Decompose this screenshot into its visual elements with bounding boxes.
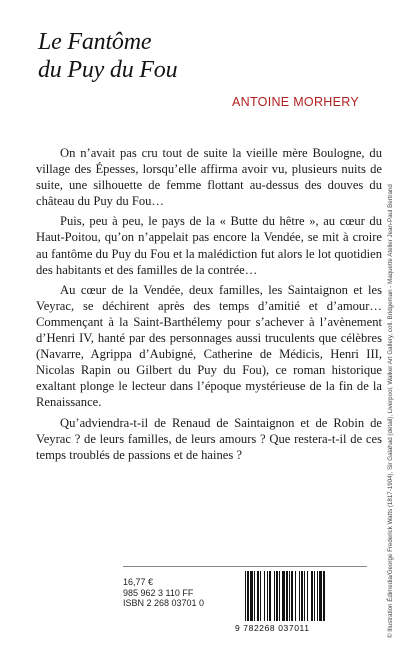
blurb-paragraph-3: Au cœur de la Vendée, deux familles, les Saintaignon et les Veyrac, se déchirent après des temps d’amitié et d’amour… Commençant à la Saint-Barthélemy pour s’achever à l’avènement d’Henri IV, hanté par des personnages aussi truculents que célèbres (Navarre, Agrippa d’Aubigné, Catherine de Médicis, Henri III, Nicolas Rapin ou Gilbert du Puy du Fou), ce roman historique exaltant plonge le lecteur dans l’époque mystérieuse de la fin de la Renaissance. <box>36 282 382 410</box>
blurb-text <box>36 145 382 467</box>
blurb-paragraph-4: Qu’adviendra-t-il de Renaud de Saintaignon et de Robin de Veyrac ? de leurs familles, de leurs amours ? Que restera-t-il de ces temps troublés de passions et de haines ? <box>36 415 382 462</box>
title-line-2: du Puy du Fou <box>38 57 178 83</box>
price-euro: 16,77 € <box>123 577 154 587</box>
author-name: ANTOINE MORHERY <box>232 95 359 109</box>
price-code: 985 962 3 110 FF <box>123 587 194 598</box>
blurb-paragraph-2: Puis, peu à peu, le pays de la « Butte du hêtre », au cœur du Haut-Poitou, qu’on n’appelait pas encore la Vendée, se mit à croire au fantôme du Puy du Fou et la malédiction fut alors le lot quotidien des habitants et des familles de la contrée… <box>36 214 382 277</box>
book-title <box>38 28 268 84</box>
price-isbn-block <box>123 566 367 635</box>
price-info <box>123 577 204 609</box>
title-line-1: Le Fantôme <box>38 29 152 55</box>
barcode-number: 9 782268 037011 <box>235 623 310 633</box>
blurb-paragraph-1: On n’avait pas cru tout de suite la vieille mère Boulogne, du village des Épesses, lorsqu’elle affirma avoir vu, plusieurs nuits de suite, une silhouette de femme flottant au-dessus des douves du château du Puy du Fou… <box>36 146 382 209</box>
barcode-icon <box>243 571 367 621</box>
isbn-text: ISBN 2 268 03701 0 <box>123 598 205 608</box>
illustration-credit: © Illustration Édimedia/George Frederick Watts (1817-1904), Sir Galahad (détail), Liverpool, Walker Art Gallery, coll. Bridgeman - Maquette Atelier Jean-Paul Bertrand <box>387 184 394 638</box>
